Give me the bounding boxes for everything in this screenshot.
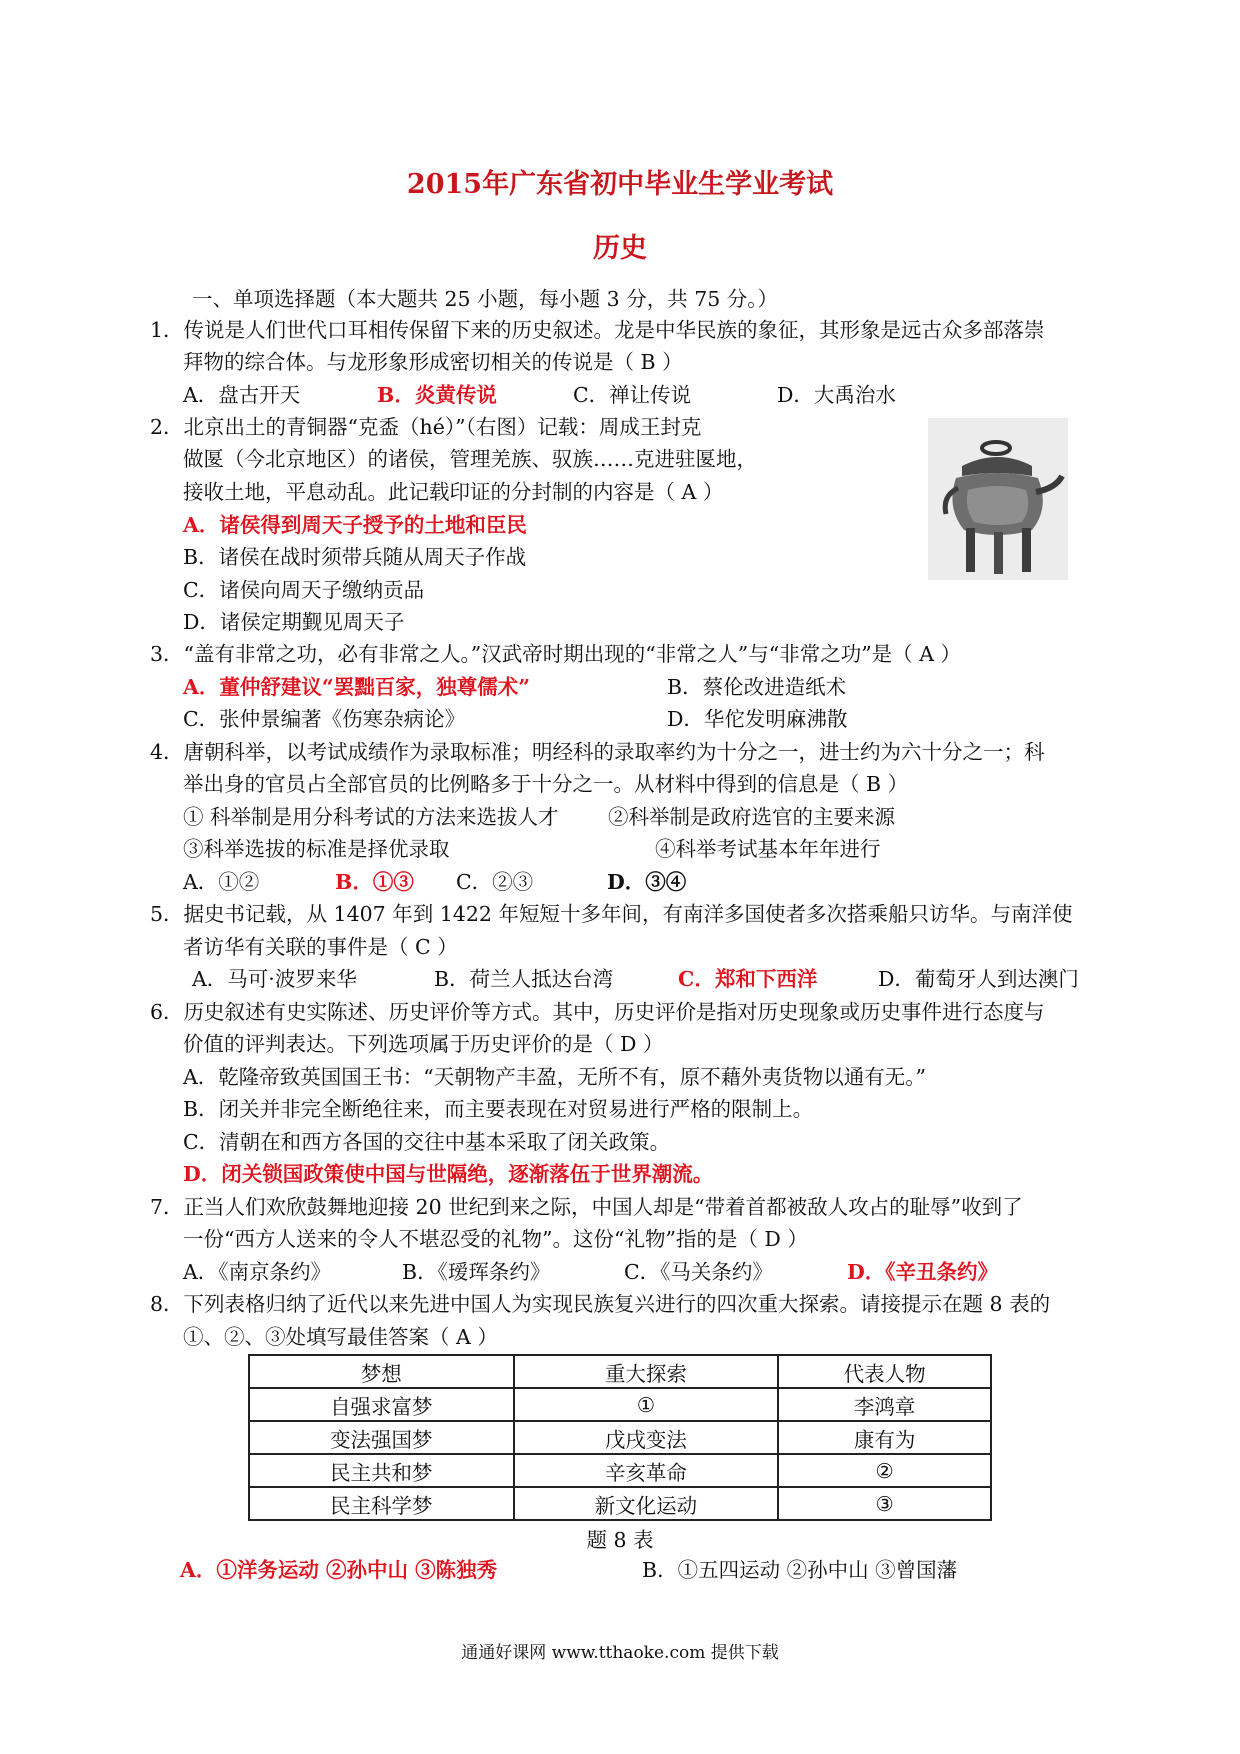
q4-text-line1: 4．唐朝科举，以考试成绩作为录取标准；明经科的录取率约为十分之一，进士约为六十分之一；科	[150, 740, 1045, 764]
q5-option-a: A．马可·波罗来华	[192, 967, 357, 991]
q8-text-line2: ①、②、③处填写最佳答案（ A ）	[183, 1325, 498, 1349]
table-cell: 戊戌变法	[514, 1421, 779, 1454]
q3-option-c: C．张仲景编著《伤寒杂病论》	[183, 707, 466, 731]
q5-text-line1: 5．据史书记载，从 1407 年到 1422 年短短十多年间，有南洋多国使者多次搭乘船只访华。与南洋使	[150, 902, 1073, 926]
q7-text-line1: 7．正当人们欢欣鼓舞地迎接 20 世纪到来之际，中国人却是“带着首都被敌人攻占的耻辱”收到了	[150, 1195, 1023, 1219]
section-heading: 一、单项选择题（本大题共 25 小题，每小题 3 分，共 75 分。）	[192, 287, 779, 311]
exam-title: 2015年广东省初中毕业生学业考试	[406, 169, 834, 200]
q4-option-d: D．③④	[607, 870, 687, 894]
table-header-cell: 代表人物	[778, 1355, 991, 1388]
q3-text-line1: 3．“盖有非常之功，必有非常之人。”汉武帝时期出现的“非常之人”与“非常之功”是（ A ）	[150, 642, 962, 666]
table-cell: 民主科学梦	[249, 1487, 514, 1520]
table-header-cell: 重大探索	[514, 1355, 779, 1388]
table-row	[249, 1487, 991, 1520]
table-caption: 题 8 表	[586, 1528, 654, 1552]
q8-option-a-correct: A．①洋务运动 ②孙中山 ③陈独秀	[180, 1558, 498, 1582]
q1-text-line2: 拜物的综合体。与龙形象形成密切相关的传说是（ B ）	[183, 350, 683, 374]
q5-option-c-correct: C．郑和下西洋	[678, 967, 818, 991]
q1-option-d: D．大禹治水	[777, 383, 896, 407]
table-cell: 新文化运动	[514, 1487, 779, 1520]
bronze-vessel-image	[928, 418, 1068, 580]
table-cell: 民主共和梦	[249, 1454, 514, 1487]
q4-statement-2: ②科举制是政府选官的主要来源	[608, 805, 895, 829]
table-header-row	[249, 1355, 991, 1388]
table-row	[249, 1421, 991, 1454]
q4-statement-1: ① 科举制是用分科考试的方法来选拔人才	[183, 805, 559, 829]
q7-option-a: A．《南京条约》	[183, 1260, 332, 1284]
q3-option-d: D．华佗发明麻沸散	[667, 707, 848, 731]
table-cell: 自强求富梦	[249, 1388, 514, 1421]
q2-option-c: C．诸侯向周天子缴纳贡品	[183, 578, 425, 602]
q4-option-c: C．②③	[456, 870, 534, 894]
page-footer: 通通好课网 www.tthaoke.com 提供下载	[461, 1643, 779, 1663]
q2-text-line3: 接收土地，平息动乱。此记载印证的分封制的内容是（ A ）	[183, 480, 724, 504]
q5-text-line2: 者访华有关联的事件是（ C ）	[183, 935, 458, 959]
q4-statement-4: ④科举考试基本年年进行	[655, 837, 881, 861]
q4-text-line2: 举出身的官员占全部官员的比例略多于十分之一。从材料中得到的信息是（ B ）	[183, 772, 909, 796]
q2-option-d: D．诸侯定期觐见周天子	[183, 610, 405, 634]
q2-text-line1: 2．北京出土的青铜器“克盉（hé）”（右图）记载：周成王封克	[150, 415, 702, 439]
q4-option-a: A．①②	[183, 870, 260, 894]
table-cell: 康有为	[778, 1421, 991, 1454]
table-row	[249, 1388, 991, 1421]
table-cell: 李鸿章	[778, 1388, 991, 1421]
table-row	[249, 1454, 991, 1487]
q3-option-a-correct: A．董仲舒建议“罢黜百家，独尊儒术”	[183, 675, 530, 699]
q7-option-c: C．《马关条约》	[624, 1260, 773, 1284]
q6-option-b: B．闭关并非完全断绝往来，而主要表现在对贸易进行严格的限制上。	[183, 1097, 814, 1121]
q6-text-line1: 6．历史叙述有史实陈述、历史评价等方式。其中，历史评价是指对历史现象或历史事件进行态度与	[150, 1000, 1045, 1024]
table-cell: 辛亥革命	[514, 1454, 779, 1487]
table-cell: 变法强国梦	[249, 1421, 514, 1454]
q2-text-line2: 做匽（今北京地区）的诸侯，管理羌族、驭族……克进驻匽地，	[183, 447, 757, 471]
q4-option-b-correct: B．①③	[335, 870, 414, 894]
q5-option-d: D．葡萄牙人到达澳门	[878, 967, 1079, 991]
q6-option-a: A．乾隆帝致英国国王书：“天朝物产丰盈，无所不有，原不藉外夷货物以通有无。”	[183, 1065, 927, 1089]
table-cell: ②	[778, 1454, 991, 1487]
q7-option-b: B．《瑷珲条约》	[402, 1260, 551, 1284]
q2-option-b: B．诸侯在战时须带兵随从周天子作战	[183, 545, 527, 569]
q7-option-d-correct: D．《辛丑条约》	[847, 1260, 999, 1284]
table-cell: ③	[778, 1487, 991, 1520]
q6-option-d-correct: D．闭关锁国政策使中国与世隔绝，逐渐落伍于世界潮流。	[183, 1162, 714, 1186]
bronze-vessel-icon	[928, 418, 1068, 580]
table-cell: ①	[514, 1388, 779, 1421]
q5-option-b: B．荷兰人抵达台湾	[434, 967, 614, 991]
q1-option-b-correct: B．炎黄传说	[377, 383, 497, 407]
subject-title: 历史	[593, 233, 647, 264]
q1-text-line1: 1．传说是人们世代口耳相传保留下来的历史叙述。龙是中华民族的象征，其形象是远古众多部落崇	[150, 318, 1045, 342]
q3-option-b: B．蔡伦改进造纸术	[667, 675, 847, 699]
q7-text-line2: 一份“西方人送来的令人不堪忍受的礼物”。这份“礼物”指的是（ D ）	[183, 1227, 808, 1251]
q2-option-a-correct: A．诸侯得到周天子授予的土地和臣民	[183, 513, 527, 537]
q8-text-line1: 8．下列表格归纳了近代以来先进中国人为实现民族复兴进行的四次重大探索。请接提示在题 8 表的	[150, 1292, 1051, 1316]
table-header-cell: 梦想	[249, 1355, 514, 1388]
q4-statement-3: ③科举选拔的标准是择优录取	[183, 837, 450, 861]
q1-option-a: A．盘古开天	[183, 383, 301, 407]
q8-table	[248, 1354, 992, 1521]
q1-option-c: C．禅让传说	[573, 383, 692, 407]
q8-option-b: B．①五四运动 ②孙中山 ③曾国藩	[642, 1558, 958, 1582]
q6-text-line2: 价值的评判表达。下列选项属于历史评价的是（ D ）	[183, 1032, 664, 1056]
q6-option-c: C．清朝在和西方各国的交往中基本采取了闭关政策。	[183, 1130, 671, 1154]
